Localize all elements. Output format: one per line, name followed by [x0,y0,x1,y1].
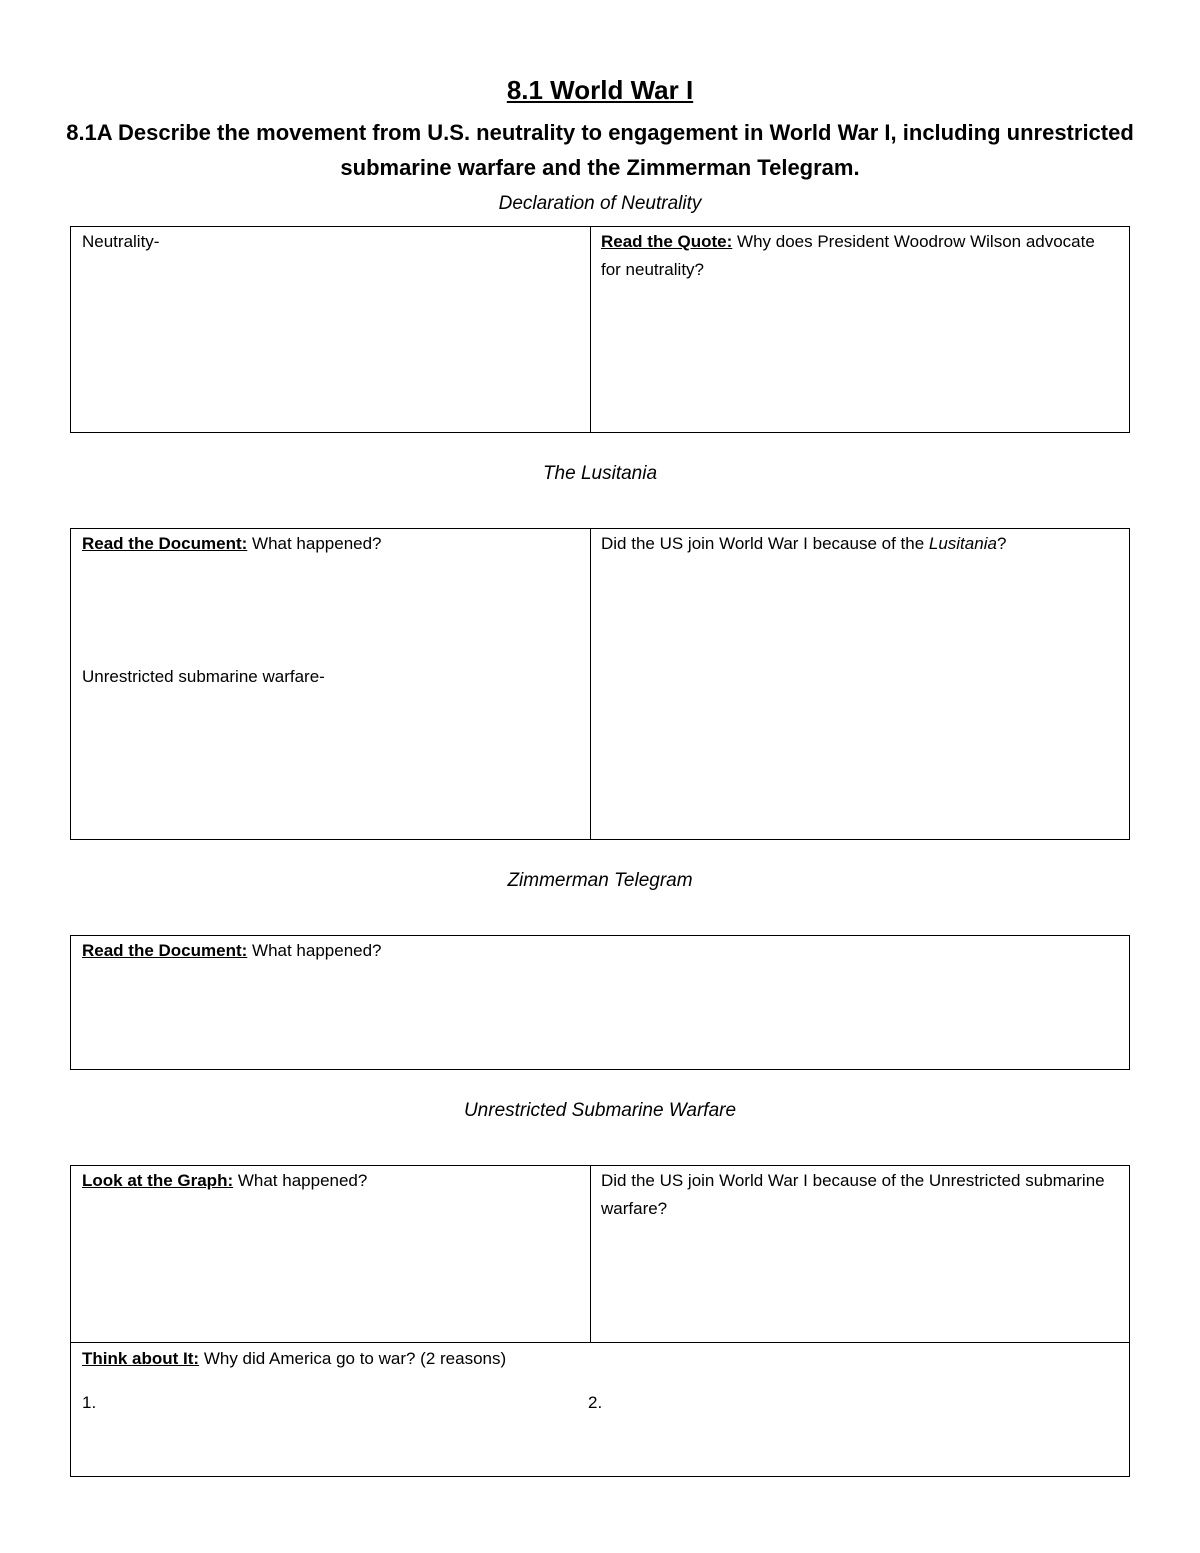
submarine-join-question[interactable]: Did the US join World War I because of the Unrestricted submarine warfare? [601,1171,1105,1218]
quote-question: Why does President Woodrow Wilson advocate for neutrality? [601,232,1095,279]
read-the-document-label: Read the Document: [82,534,248,553]
page-title: 8.1 World War I [506,75,694,105]
graph-answer-cell[interactable] [82,1167,582,1195]
reason-1-field[interactable]: 1. [82,1393,97,1412]
section-heading-submarine: Unrestricted Submarine Warfare [463,1100,737,1121]
submarine-divider [590,1165,591,1343]
look-at-graph-label: Look at the Graph: [82,1171,234,1190]
read-the-quote-label: Read the Quote: [601,232,733,251]
lusitania-join-question[interactable] [601,530,1121,558]
section-heading-lusitania: The Lusitania [542,463,658,484]
lusitania-question-text-a: Did the US join World War I because of the [601,534,929,553]
think-question: Why did America go to war? (2 reasons) [199,1349,507,1368]
think-about-it-cell[interactable] [82,1345,1112,1373]
think-about-it-label: Think about It: [82,1349,200,1368]
neutrality-term: Neutrality- [82,232,160,251]
zimmerman-read-document-label: Read the Document: [82,941,248,960]
submarine-warfare-term: Unrestricted submarine warfare- [82,667,325,686]
quote-answer-cell[interactable] [601,228,1111,284]
lusitania-divider [590,528,591,840]
lusitania-question-text-b: ? [996,534,1007,553]
zimmerman-question: What happened? [247,941,382,960]
neutrality-divider [590,226,591,433]
lusitania-italic-name: Lusitania [928,534,997,553]
reason-2-field[interactable]: 2. [588,1393,603,1412]
section-heading-zimmerman: Zimmerman Telegram [507,870,693,891]
neutrality-answer-cell[interactable] [82,228,582,256]
graph-question: What happened? [233,1171,368,1190]
zimmerman-document-cell[interactable] [82,937,1112,965]
submarine-row-divider [70,1342,1130,1343]
lusitania-document-cell[interactable] [82,530,582,558]
section-heading-neutrality: Declaration of Neutrality [498,193,702,214]
standard-statement: 8.1A Describe the movement from U.S. neutrality to engagement in World War I, including unrestricted submarine warfare and the Zimmerman Telegram. [66,120,1134,180]
lusitania-question: What happened? [247,534,382,553]
